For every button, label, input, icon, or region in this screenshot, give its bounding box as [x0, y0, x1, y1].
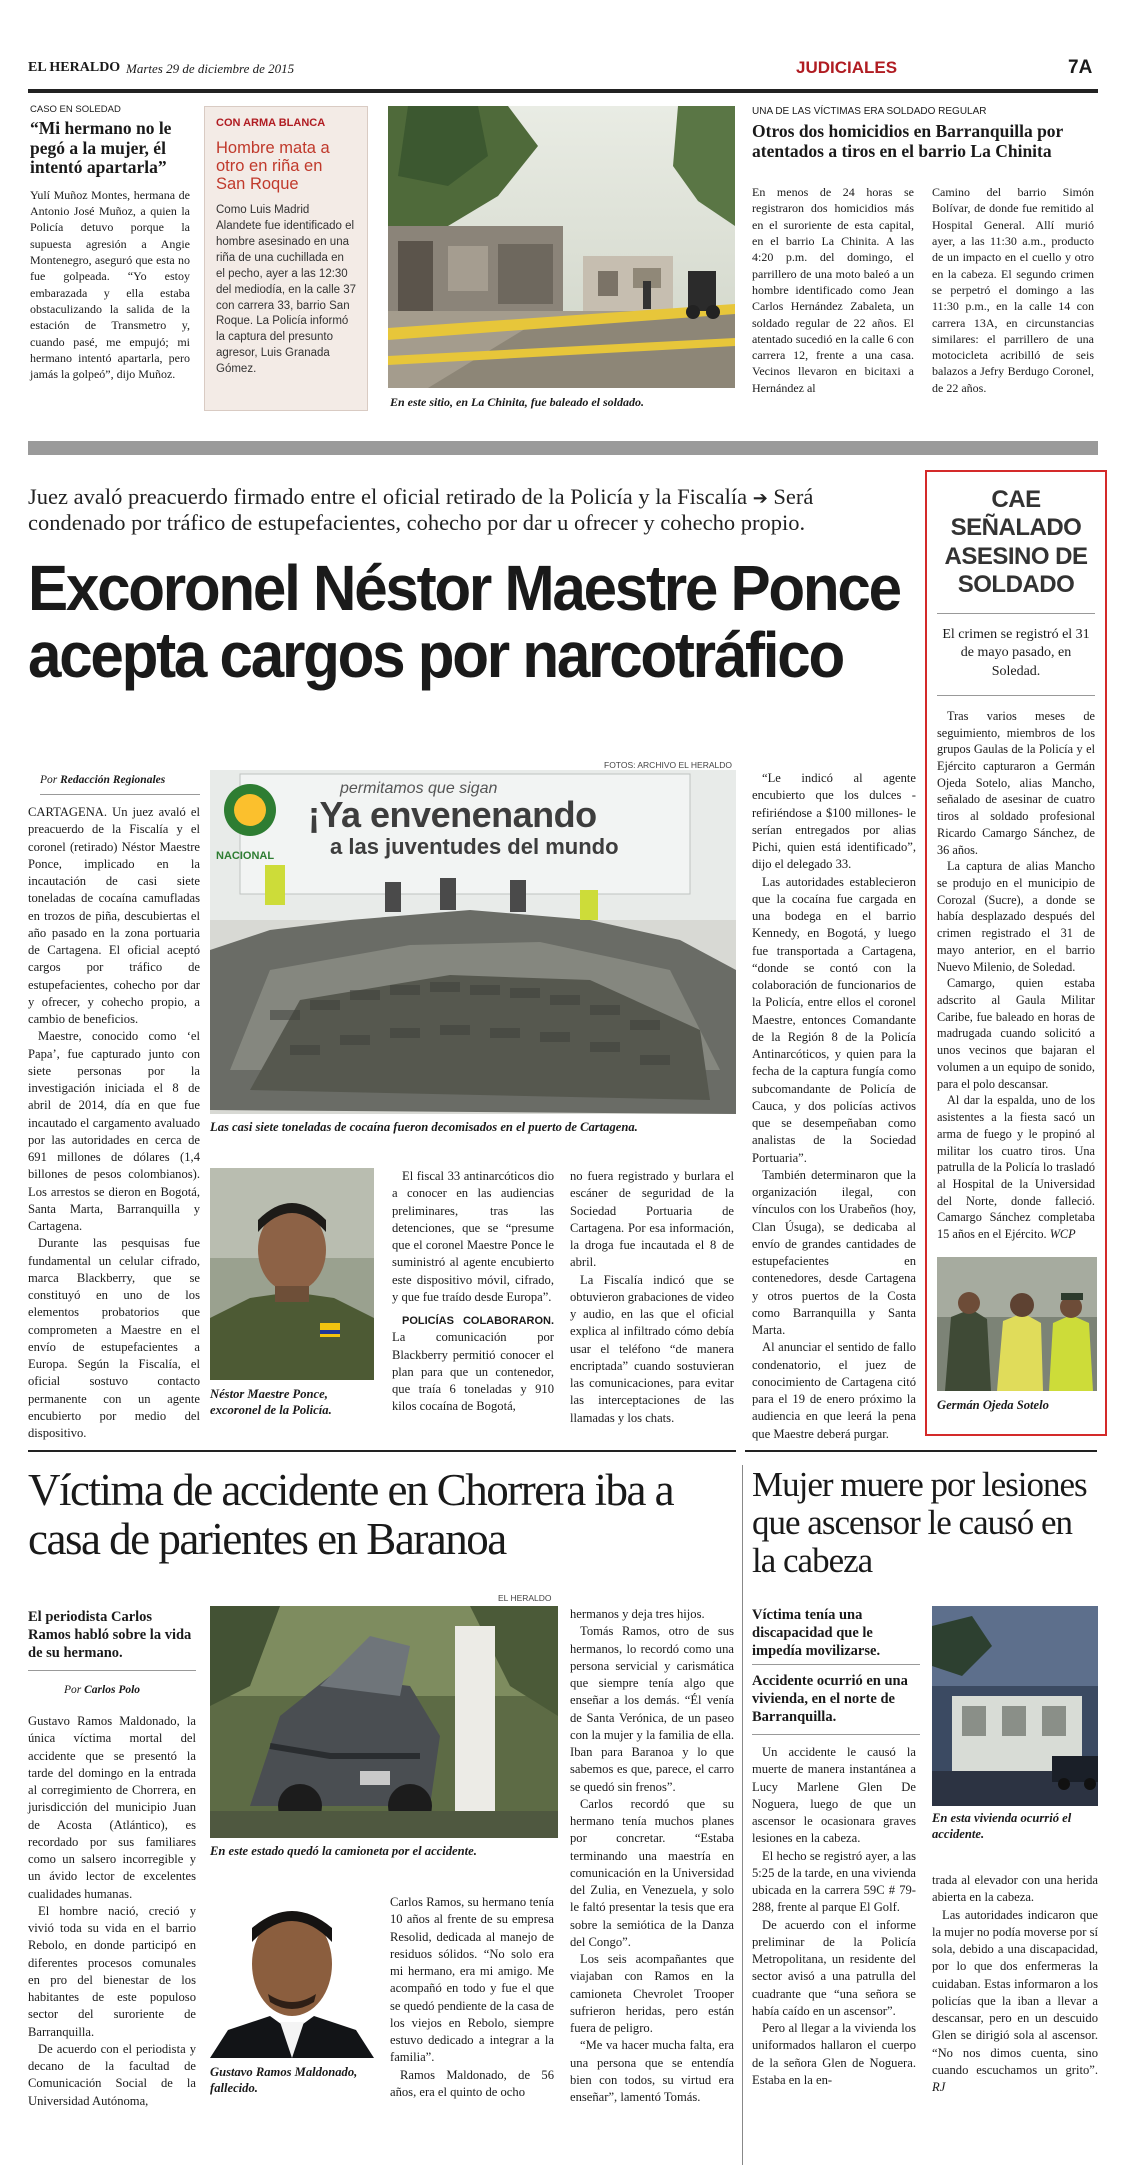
- arrow-icon: ➔: [752, 488, 768, 508]
- section-name: JUDICIALES: [796, 58, 898, 77]
- kicker-rule: [752, 1734, 920, 1735]
- photo-caption: En este sitio, en La Chinita, fue baleado el soldado.: [390, 395, 645, 409]
- chorrera-byline: [64, 1684, 140, 1696]
- story-arma-blanca: [204, 106, 368, 411]
- banner-text-2: a las juventudes del mundo: [330, 834, 619, 859]
- paragraph: [937, 1092, 1095, 1242]
- chorrera-kicker: El periodista Carlos Ramos habló sobre la vida de su hermano.: [28, 1609, 192, 1662]
- portrait-image: [210, 1168, 374, 1380]
- paragraph: hermanos y deja tres hijos.: [570, 1607, 705, 1621]
- paragraph-text: Al dar la espalda, uno de los asistentes a la fiesta sacó un arma de fuego y le propinó al militar los cuatro tiros. Una patrulla de la Policía lo trasladó al Hospital de la Universidad del Norte, donde falleció. Camargo Sánchez completaba 15 años en el Ejército.: [937, 1093, 1095, 1242]
- paragraph: Los seis acompañantes que viajaban con Ramos en la camioneta Chevrolet Trooper sufrieron heridas, pero están fuera de peligro.: [570, 1952, 734, 2035]
- paragraph: trada al elevador con una herida abierta en la cabeza.: [932, 1873, 1098, 1905]
- banner-police-text: NACIONAL: [216, 850, 275, 862]
- main-deck-text-2: Será condenado por tráfico de estupefacientes, cohecho por dar u ofrecer y cohecho propio.: [28, 484, 814, 536]
- story-soledad: [30, 104, 190, 383]
- photo-caption: Germán Ojeda Sotelo: [937, 1397, 1049, 1412]
- paragraph: Un accidente le causó la muerte de manera instantánea a Lucy Marlene Glen De Noguera, luego de que un ascensor le ocasionara graves lesiones en la cabeza.: [752, 1745, 916, 1846]
- sidebar-body: [937, 708, 1095, 1243]
- main-headline-line-2: acepta cargos por narcotráfico: [28, 619, 843, 692]
- sidebar-headline: CAE SEÑALADO ASESINO DE SOLDADO: [944, 486, 1088, 598]
- masthead-rule: [28, 89, 1098, 93]
- signature: WCP: [1049, 1227, 1076, 1242]
- paragraph-text: Las autoridades indicaron que la mujer no podía moverse por sí sola, debido a una discapacidad, por lo que dos enfermeras la cuidaban. Estas informaron a los policías que la iban a llevar a descansar, pero en un descuido Glen se dirigió sola al ascensor. “No nos dimos cuenta, sino cuando escuchamos un grito”.: [932, 1907, 1098, 2077]
- story-headline: Otros dos homicidios en Barranquilla por atentados a tiros en el barrio La Chinita: [752, 121, 1064, 162]
- photo-caption: Las casi siete toneladas de cocaína fueron decomisados en el puerto de Cartagena.: [210, 1120, 638, 1134]
- section-rule: [745, 1450, 1097, 1452]
- paragraph: Ramos Maldonado, de 56 años, era el quinto de ocho: [390, 2067, 554, 2099]
- issue-date: Martes 29 de diciembre de 2015: [126, 61, 295, 76]
- paragraph: El hecho se registró ayer, a las 5:25 de la tarde, en una vivienda ubicada en la carrera 59C # 79-288, frente al parque El Golf.: [752, 1848, 917, 1915]
- main-deck: [28, 484, 908, 536]
- ascensor-headline: Mujer muere por lesiones que ascensor le causó en la cabeza: [752, 1465, 1087, 1580]
- paragraph: La Fiscalía indicó que se obtuvieron grabaciones de video y audio, en las que el oficial explica al infiltrado cómo debía usar el teléfono “de manera encriptada” cuando sostuvieran las comunicaciones, para evitar las interceptaciones de las llamadas y los chats.: [570, 1272, 735, 1425]
- section-separator: [28, 441, 1098, 455]
- crime-scene-image: [388, 106, 735, 388]
- story-col-2: Camino del barrio Simón Bolívar, de donde fue remitido al Hospital General. Allí murió ayer, a las 11:30 a.m., producto de un impacto en el cuello y otro en la cabeza. El segundo crimen se perpetró el domingo a las 11:30 p.m., en la calle 14 con carrera 13A, en circunstancias similares: el parrillero de una motocicleta acribilló de seis balazos a Jefry Berdugo Coronel, de 22 años.: [932, 185, 1094, 395]
- byline-author: Redacción Regionales: [60, 774, 166, 786]
- photo-maestre-portrait: [210, 1168, 374, 1380]
- main-deck-text: Juez avaló preacuerdo firmado entre el oficial retirado de la Policía y la Fiscalía: [28, 484, 748, 509]
- paragraph: Carlos recordó que su hermano tenía muchos planes por concretar. “Estaba terminando una maestría en comunicación en la Universidad del Zulia, en Venezuela, y solo le faltó presentar la tesis que era sobre la semiótica de la Danza del Congo”.: [570, 1796, 734, 1949]
- photo-credit: FOTOS: ARCHIVO EL HERALDO: [604, 760, 733, 770]
- main-byline: [40, 774, 165, 786]
- photo-ojeda: [937, 1257, 1097, 1391]
- column-rule: [742, 1465, 743, 2165]
- main-headline-line-1: Excoronel Néstor Maestre Ponce: [28, 552, 900, 624]
- page-number: 7A: [1068, 57, 1093, 78]
- paragraph: También determinaron que la organización ilegal, con vínculos con los Urabeños (hoy, Clan Úsuga), se dedicaba al envío de grandes cantidades de estupefacientes en contenedores, desde Cartagena y otros puertos de la Costa como Barranquilla y Santa Marta.: [752, 1167, 916, 1337]
- ascensor-kicker-2: Accidente ocurrió en una vivienda, en el norte de Barranquilla.: [752, 1673, 908, 1726]
- sidebar-deck: El crimen se registró el 31 de mayo pasado, en Soledad.: [942, 627, 1090, 679]
- portrait-image: [210, 1882, 374, 2058]
- paragraph: De acuerdo con el periodista y decano de la facultad de Comunicación Social de la Universidad Autónoma,: [28, 2041, 196, 2108]
- subhead-paragraph: [392, 1312, 554, 1416]
- story-headline: “Mi hermano no le pegó a la mujer, él intentó apartarla”: [30, 118, 172, 178]
- photo-ramos-portrait: [210, 1882, 374, 2058]
- paragraph: Las autoridades establecieron que la cocaína fue cargada en una bodega en el barrio Kennedy, en Bogotá, y luego fue transportada a Cartagena, “donde se contó con la colaboración de funcionarios de la Policía, entre ellos el coronel Maestre, entonces Comandante de la Región 8 de la Policía Antinarcóticos, y quien para la fecha de la captura fungía como subcomandante de Policía de Cauca, y dos policías activos que se desempeñaban como analistas de la Sociedad Portuaria”.: [752, 874, 916, 1165]
- paper-name: EL HERALDO: [28, 60, 121, 75]
- chorrera-headline: Víctima de accidente en Chorrera iba a casa de parientes en Baranoa: [28, 1465, 674, 1564]
- byline-rule: [40, 794, 200, 795]
- story-body: Yulí Muñoz Montes, hermana de Antonio José Muñoz, a quien la Policía detuvo porque la supuesta agresión a Angie Montenegro, aseguró que esta no fue golpeada. “Yo estoy embarazada y ella estaba obstaculizando la salida de la estación de Transmetro y, cuando pasé, me empujó; mi hermano intentó apartarla, pero jamás la golpeó”, dijo Muñoz.: [30, 187, 190, 382]
- paragraph: Pero al llegar a la vivienda los uniformados hallaron el cuerpo de la señora Glen de Noguera. Estaba en la en-: [752, 2021, 916, 2087]
- chorrera-col-1: [28, 1713, 196, 2110]
- story-col-1: En menos de 24 horas se registraron dos homicidios más en el suroriente de esta capital, en el barrio La Chinita. A las 4:20 p.m. del domingo, el parrillero de una moto baleó a un hombre identificado como Jean Carlos Hernández Zabaleta, un soldado regular de 22 años. El atentado sucedió en la calle 6 con carrera 12, frente a una casa. Vecinos llevaron en bicitaxi a Hernández al: [752, 185, 914, 395]
- ascensor-kicker-1: Víctima tenía una discapacidad que le impedía movilizarse.: [752, 1607, 881, 1660]
- house-image: [932, 1606, 1098, 1806]
- story-tag: UNA DE LAS VÍCTIMAS ERA SOLDADO REGULAR: [752, 106, 987, 117]
- paragraph: El hombre nació, creció y vivió toda su vida en el barrio Rebolo, en donde participó en diferentes procesos comunales en pro del bienestar de los habitantes de este populoso sector del suroriente de Barranquilla.: [28, 1903, 196, 2039]
- subhead: POLICÍAS COLABORARON.: [402, 1315, 554, 1327]
- main-col-3: [570, 1168, 734, 1427]
- paragraph: La captura de alias Mancho se produjo en el municipio de Corozal (Sucre), a donde se había desplazado después del crimen registrado el 31 de mayo anterior, en el barrio Nuevo Milenio, de Soledad.: [937, 859, 1095, 974]
- ascensor-col-1: [752, 1744, 916, 2089]
- paragraph: Camargo, quien estaba adscrito al Gaula Militar Caribe, fue baleado en horas de madrugada cuando solicitó a unos vecinos que bajaran el volumen a un equipo de sonido, para el polo descansar.: [937, 976, 1095, 1091]
- paragraph: [932, 1907, 1098, 2097]
- byline-prefix: Por: [64, 1684, 82, 1696]
- banner-top-text: permitamos que sigan: [340, 780, 498, 797]
- paragraph: “Me va hacer mucha falta, era una persona que se entendía bien con todos, su virtud era enseñar”, lamentó Tomás.: [570, 2038, 734, 2104]
- paragraph: Maestre, conocido como ‘el Papa’, fue capturado junto con siete personas por la investigación iniciada el 8 de abril de 2014, día en que fue incautado el cargamento avaluado por las autoridades en cerca de 691 millones de dólares (1,4 billones de pesos colombianos). Los arrestos se dieron en Bogotá, Santa Marta, Barranquilla y Cartagena.: [28, 1029, 200, 1233]
- ascensor-col-2: [932, 1872, 1098, 2096]
- byline-prefix: Por: [40, 774, 58, 786]
- main-col-2: [392, 1168, 554, 1416]
- signature: RJ: [932, 2080, 946, 2094]
- subhead-text: La comunicación por Blackberry permitió conocer el plan para que un contenedor, que traía 6 toneladas y 910 kilos cocaína de Bogotá,: [392, 1330, 554, 1414]
- photo-vivienda: [932, 1606, 1098, 1806]
- photo-credit: EL HERALDO: [498, 1593, 552, 1603]
- photo-la-chinita: [388, 106, 735, 388]
- main-col-4: [752, 770, 916, 1443]
- byline-author: Carlos Polo: [84, 1684, 141, 1696]
- portrait-caption: Néstor Maestre Ponce, excoronel de la Policía.: [210, 1387, 332, 1418]
- paragraph: CARTAGENA. Un juez avaló el preacuerdo de la Fiscalía y el coronel (retirado) Néstor Maestre Ponce, implicado en la incautación de casi siete toneladas de cocaína camufladas en trozos de piña, descubiertas el año pasado en la zona portuaria de Cartagena. El oficial aceptó cargos por tráfico de estupefacientes, cohecho por dar y ofrecer, y cohecho propio, a cambio de beneficios.: [28, 805, 200, 1026]
- paragraph: Carlos Ramos, su hermano tenía 10 años al frente de su empresa Resolid, dedicada al manejo de residuos sólidos. “No solo era mi hermano, era mi amigo. Me acompañó en todo y fue el que se quedó pendiente de la casa de los viejos en Rebolo, siempre estuvo dedicado a integrar a la familia”.: [390, 1895, 554, 2065]
- sidebar-rule: [937, 613, 1095, 614]
- main-headline: [28, 552, 908, 692]
- main-col-1: [28, 804, 200, 1442]
- chorrera-col-3: [570, 1606, 734, 2106]
- story-tag: CON ARMA BLANCA: [216, 117, 326, 129]
- kicker-rule: [752, 1664, 920, 1665]
- paragraph: Gustavo Ramos Maldonado, la única víctima mortal del accidente que se presentó la tarde del domingo en la entrada al corregimiento de Chorrera, en jurisdicción del municipio Juan de Acosta (Atlántico), es recordado por sus familiares como un salsero incorregible y un ávido lector de excelentes cualidades humanas.: [28, 1714, 196, 1901]
- story-headline: Hombre mata a otro en riña en San Roque: [216, 139, 330, 194]
- photo-cocaine-seizure: [210, 770, 736, 1114]
- section-rule: [28, 1450, 736, 1452]
- paragraph: Al anunciar el sentido de fallo condenatorio, el juez de conocimiento de Cartagena citó para el 19 de enero próximo la audiencia en que leerá la pena que Maestre deberá purgar.: [752, 1340, 916, 1441]
- portrait-caption: Gustavo Ramos Maldonado, fallecido.: [210, 2065, 358, 2096]
- story-body: Como Luis Madrid Alandete fue identificado el hombre asesinado en una riña de una cuchillada en el pecho, ayer a las 12:30 del mediodía, en la calle 37 con carrera 33, barrio San Roque. La Policía informó la captura del presunto agresor, Luis Granada Gómez.: [216, 204, 357, 376]
- sidebar-box: [925, 470, 1107, 1436]
- paragraph: no fuera registrado y burlara el escáner de seguridad de la Sociedad Portuaria de Cartagena. Por esa información, la droga fue incautada el 8 de abril.: [570, 1169, 734, 1270]
- story-tag: CASO EN SOLEDAD: [30, 104, 121, 115]
- paragraph: El fiscal 33 antinarcóticos dio a conocer en las audiencias preliminares, tras las detenciones, que se “presume que el coronel Maestre Ponce le suministró al agente encubierto este dispositivo móvil, cifrado, y que fue traído desde Europa”.: [392, 1169, 554, 1304]
- paragraph: Durante las pesquisas fue fundamental un celular cifrado, marca Blackberry, que se constituyó en uno de los elementos probatorios que comprometen a Maestre en el envío de estupefacientes a Europa. Según la Fiscalía, el oficial sostuvo contacto permanente con un agente encubierto por medio del dispositivo.: [28, 1236, 200, 1440]
- story-homicidios: [752, 106, 1096, 395]
- photo-wrecked-truck: [210, 1606, 558, 1838]
- paragraph: Tomás Ramos, otro de sus hermanos, lo recordó como una persona servicial y carismática que siempre tenía algo que enseñar a los demás. “Él venía de Santa Verónica, de un paseo con la mujer y la familia de ella. Iban para Baranoa y lo que sabemos es que, parece, el carro se quedó sin frenos”.: [570, 1624, 734, 1794]
- paragraph: Tras varios meses de seguimiento, miembros de los grupos Gaulas de la Policía y el Ejército capturaron a Germán Ojeda Sotelo, alias Mancho, señalado de asesinar de cuatro tiros al soldado profesional Ricardo Camargo Sánchez, de 36 años.: [937, 708, 1095, 857]
- sidebar-rule: [937, 695, 1095, 696]
- kicker-rule: [28, 1670, 196, 1671]
- paragraph: De acuerdo con el informe preliminar de la Policía Metropolitana, un residente del sector avisó a una patrulla del cuadrante que “una señora se había caído en un ascensor”.: [752, 1917, 916, 2018]
- banner-text-1: ¡Ya envenenando: [308, 794, 597, 835]
- paragraph: “Le indicó al agente encubierto que los dulces -refiriéndose a $100 millones- le serían entregados por alias Pichi, quien está identificado”, dijo el delegado 33.: [752, 771, 916, 872]
- arrest-image: [937, 1257, 1097, 1391]
- crash-image: [210, 1606, 558, 1838]
- chorrera-col-2: [390, 1894, 554, 2101]
- photo-caption: En esta vivienda ocurrió el accidente.: [932, 1811, 1072, 1842]
- photo-caption: En este estado quedó la camioneta por el accidente.: [210, 1844, 477, 1858]
